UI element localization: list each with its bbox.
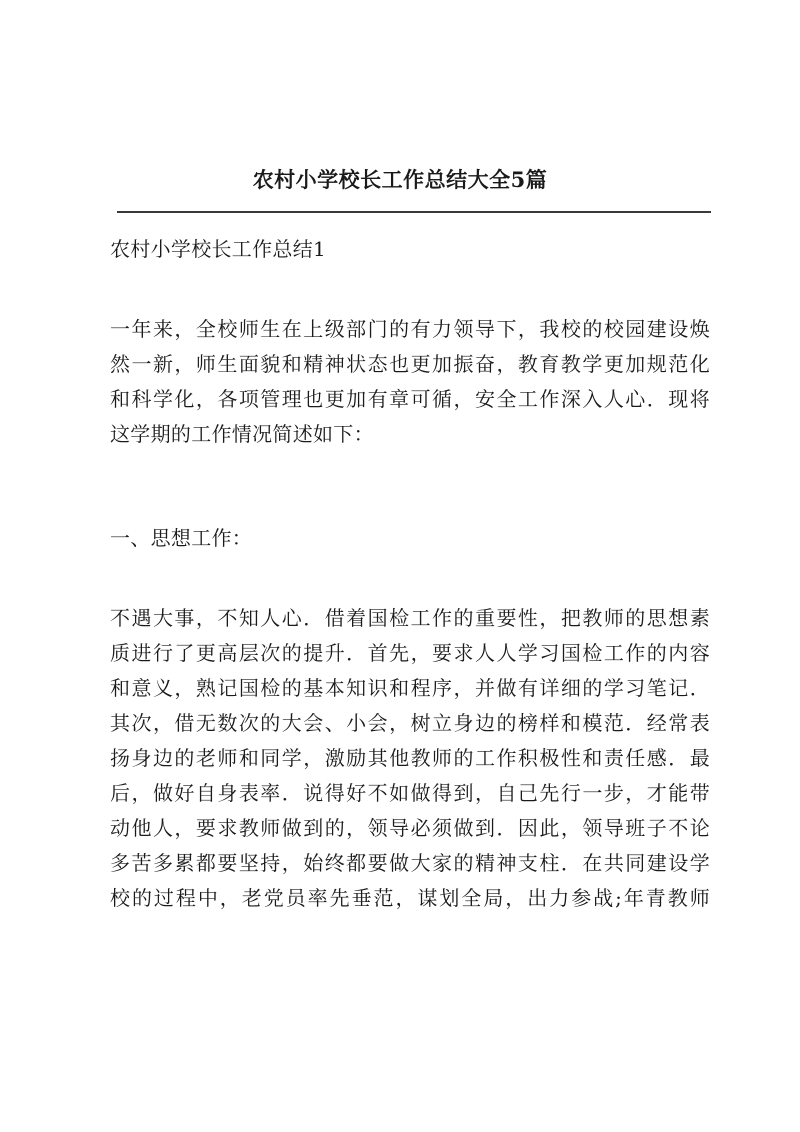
- section-heading-text: 一、思想工作：: [110, 526, 253, 550]
- paragraph-line: 其次，借无数次的大会、小会，树立身边的榜样和模范．经常表: [110, 711, 710, 735]
- paragraph-line: 扬身边的老师和同学，激励其他教师的工作积极性和责任感．最: [110, 746, 710, 770]
- paragraph-line: 一年来，全校师生在上级部门的有力领导下，我校的校园建设焕: [110, 317, 710, 341]
- paragraph-line: 和意义，熟记国检的基本知识和程序，并做有详细的学习笔记．: [110, 676, 710, 700]
- title-divider: [117, 211, 711, 213]
- paragraph-line: 这学期的工作情况简述如下：: [110, 422, 374, 446]
- paragraph-line: 质进行了更高层次的提升．首先，要求人人学习国检工作的内容: [110, 641, 710, 665]
- paragraph-intro: [110, 312, 710, 452]
- paragraph-line: 后，做好自身表率．说得好不如做得到，自己先行一步，才能带: [110, 781, 710, 805]
- paragraph-line: 不遇大事，不知人心．借着国检工作的重要性，把教师的思想素: [110, 606, 710, 630]
- paragraph-line: 多苦多累都要坚持，始终都要做大家的精神支柱．在共同建设学: [110, 851, 710, 875]
- paragraph-line: 校的过程中，老党员率先垂范，谋划全局，出力参战;年青教师: [110, 886, 710, 910]
- paragraph-thought-work: [110, 601, 710, 916]
- paragraph-line: 和科学化，各项管理也更加有章可循，安全工作深入人心．现将: [110, 387, 710, 411]
- section-subtitle: [110, 232, 710, 267]
- section-heading: [110, 521, 710, 556]
- subtitle-text: 农村小学校长工作总结1: [110, 237, 327, 261]
- document-title: 农村小学校长工作总结大全5篇: [252, 167, 548, 192]
- paragraph-line: 动他人，要求教师做到的，领导必须做到．因此，领导班子不论: [110, 816, 710, 840]
- paragraph-line: 然一新，师生面貌和精神状态也更加振奋，教育教学更加规范化: [110, 352, 710, 376]
